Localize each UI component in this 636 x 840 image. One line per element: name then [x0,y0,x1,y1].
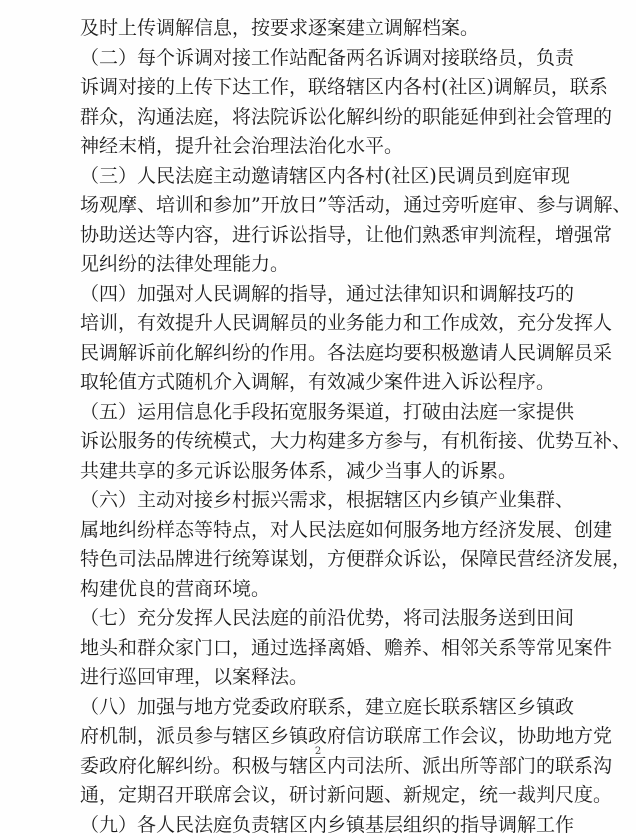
text-line: 构建优良的营商环境。 [80,575,562,605]
text-line: 诉讼服务的传统模式，大力构建多方参与，有机衔接、优势互补、 [80,427,562,457]
text-line: 属地纠纷样态等特点，对人民法庭如何服务地方经济发展、创建 [80,516,562,546]
text-line: 进行巡回审理，以案释法。 [80,663,562,693]
text-line: 群众，沟通法庭，将法院诉讼化解纠纷的职能延伸到社会管理的 [80,103,562,133]
text-line: 地头和群众家门口，通过选择离婚、赡养、相邻关系等常见案件 [80,634,562,664]
text-line: 共建共享的多元诉讼服务体系，减少当事人的诉累。 [80,457,562,487]
text-line: 神经末梢，提升社会治理法治化水平。 [80,132,562,162]
text-line: （九）各人民法庭负责辖区内乡镇基层组织的指导调解工作 [80,811,562,840]
text-line: （六）主动对接乡村振兴需求，根据辖区内乡镇产业集群、 [80,486,562,516]
text-line: 培训，有效提升人民调解员的业务能力和工作成效，充分发挥人 [80,309,562,339]
text-line: （七）充分发挥人民法庭的前沿优势，将司法服务送到田间 [80,604,562,634]
text-line: 府机制，派员参与辖区乡镇政府信访联席工作会议，协助地方党 [80,722,562,752]
text-line: 诉调对接的上传下达工作，联络辖区内各村(社区)调解员，联系 [80,73,562,103]
text-line: 场观摩、培训和参加”开放日”等活动，通过旁听庭审、参与调解、 [80,191,562,221]
text-line: 委政府化解纠纷。积极与辖区内司法所、派出所等部门的联系沟 [80,752,562,782]
text-line: 取轮值方式随机介入调解，有效减少案件进入诉讼程序。 [80,368,562,398]
text-line: （五）运用信息化手段拓宽服务渠道，打破由法庭一家提供 [80,398,562,428]
text-line: 见纠纷的法律处理能力。 [80,250,562,280]
page-number: 2 [0,746,636,757]
text-line: （三）人民法庭主动邀请辖区内各村(社区)民调员到庭审现 [80,162,562,192]
text-line: （二）每个诉调对接工作站配备两名诉调对接联络员，负责 [80,44,562,74]
text-line: 协助送达等内容，进行诉讼指导，让他们熟悉审判流程，增强常 [80,221,562,251]
text-line: 民调解诉前化解纠纷的作用。各法庭均要积极邀请人民调解员采 [80,339,562,369]
text-line: 通，定期召开联席会议，研讨新问题、新规定，统一裁判尺度。 [80,781,562,811]
text-line: （八）加强与地方党委政府联系，建立庭长联系辖区乡镇政 [80,693,562,723]
text-line: 及时上传调解信息，按要求逐案建立调解档案。 [80,14,562,44]
body-text [80,14,562,840]
text-line: 特色司法品牌进行统筹谋划，方便群众诉讼，保障民营经济发展， [80,545,562,575]
text-line: （四）加强对人民调解的指导，通过法律知识和调解技巧的 [80,280,562,310]
